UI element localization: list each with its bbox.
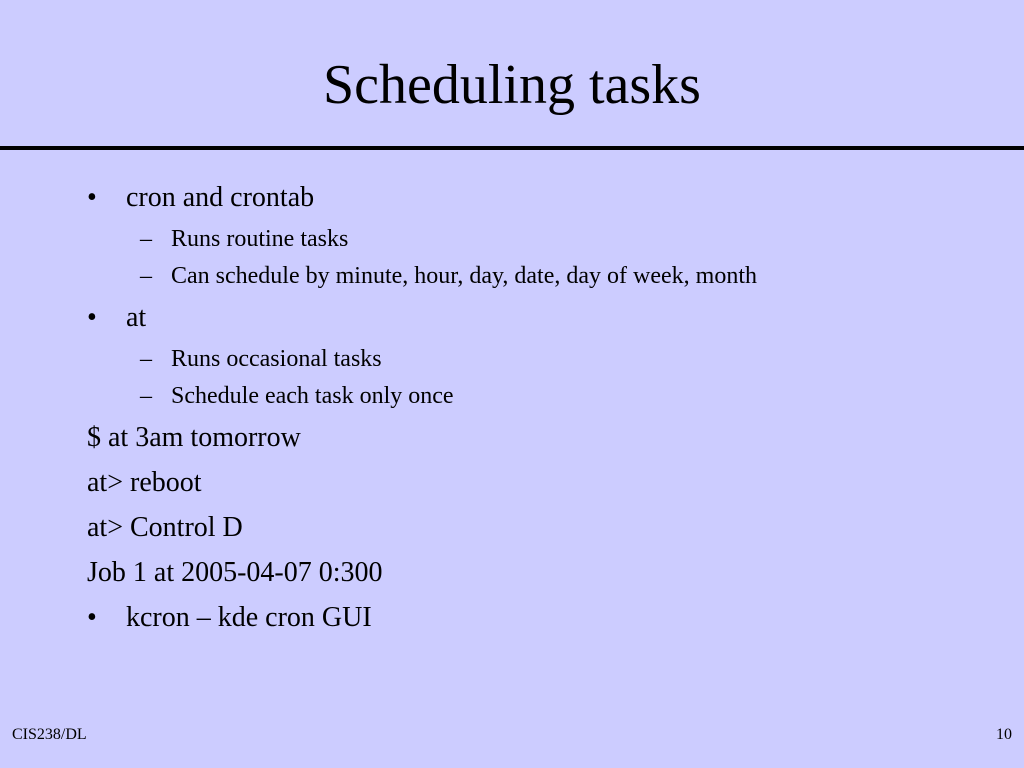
dash-icon: – (140, 263, 152, 289)
list-item-text: kcron – kde cron GUI (126, 602, 372, 633)
command-text: at> Control D (87, 512, 243, 543)
bullet-icon: • (87, 602, 97, 633)
bullet-icon: • (87, 302, 97, 333)
list-item-text: Runs routine tasks (171, 226, 349, 252)
dash-icon: – (140, 346, 152, 372)
list-item-text: Runs occasional tasks (171, 346, 382, 372)
bullet-icon: • (87, 182, 97, 213)
list-item-text: Can schedule by minute, hour, day, date, day of week, month (171, 263, 757, 289)
list-item-text: Schedule each task only once (171, 383, 454, 409)
list-item-text: at (126, 302, 147, 333)
slide-title: Scheduling tasks (323, 54, 701, 116)
command-text: $ at 3am tomorrow (87, 422, 301, 453)
footer-course-code: CIS238/DL (12, 726, 87, 743)
command-text: at> reboot (87, 467, 202, 498)
footer-page-number: 10 (996, 726, 1012, 743)
dash-icon: – (140, 383, 152, 409)
list-item-text: cron and crontab (126, 182, 315, 213)
command-text: Job 1 at 2005-04-07 0:300 (87, 557, 383, 588)
dash-icon: – (140, 226, 152, 252)
